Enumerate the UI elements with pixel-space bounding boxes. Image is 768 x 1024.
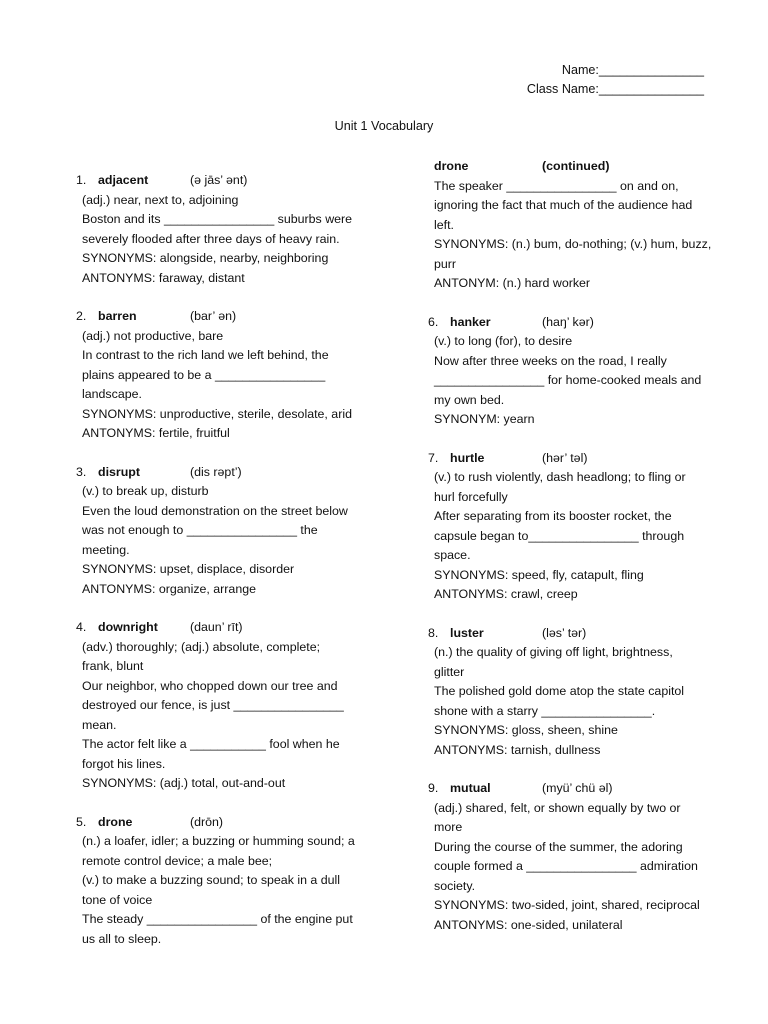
pronunciation: (myü’ chü əl) [542,781,613,795]
definition-line: society. [434,878,476,893]
continued-label: (continued) [542,159,610,173]
definition-line: ANTONYMS: crawl, creep [434,587,578,601]
definition-line: SYNONYMS: upset, displace, disorder [82,562,295,576]
definition-line: SYNONYM: yearn [434,412,535,426]
definition-line: (adj.) near, next to, adjoining [82,192,239,207]
definition-line: shone with a starry ________________. [434,703,656,718]
definition-line: SYNONYMS: unproductive, sterile, desolate, arid [82,406,352,421]
vocab-word: hurtle [450,450,485,465]
entry-heading [76,463,376,483]
vocab-word: adjacent [98,173,149,187]
left-column [76,157,376,949]
definition-line: Even the loud demonstration on the street below [82,503,348,518]
definition-line: Boston and its ________________ suburbs were [82,212,353,226]
definition-line: meeting. [82,542,130,557]
pronunciation: (ləs’ tər) [542,625,587,640]
definition-line: couple formed a ________________ admiration [434,859,698,873]
name-field-line: Name:_______________ [561,63,704,77]
vocab-entry [428,157,728,294]
definition-line: ANTONYMS: organize, arrange [82,581,257,596]
definition-line: (v.) to long (for), to desire [434,334,573,348]
vocab-word: disrupt [98,464,140,479]
definition-line: us all to sleep. [82,931,162,946]
entry-heading [76,307,376,327]
definition-line: Now after three weeks on the road, I really [434,353,667,368]
entry-number: 7. [428,450,439,465]
definition-line: remote control device; a male bee; [82,853,273,868]
entry-heading [428,779,728,799]
vocab-word: hanker [450,314,491,329]
vocab-entry [428,449,728,605]
definition-line: ANTONYMS: faraway, distant [82,270,245,285]
vocab-word: mutual [450,781,491,795]
entry-number: 3. [76,464,87,479]
definition-line: SYNONYMS: (n.) bum, do-nothing; (v.) hum, buzz, [434,237,712,251]
definition-line: (v.) to rush violently, dash headlong; to fling or [434,470,686,484]
definition-line: (adj.) not productive, bare [82,328,224,343]
right-column [428,157,728,935]
pronunciation: (ə jās’ ənt) [190,173,248,187]
definition-line: Our neighbor, who chopped down our tree and [82,678,338,693]
entry-heading [428,624,728,644]
definition-line: plains appeared to be a ________________ [82,367,326,382]
vocab-entry [76,171,376,288]
vocab-word: drone [98,814,133,829]
vocab-entry [428,624,728,761]
definition-line: frank, blunt [82,659,144,673]
vocab-entry [428,779,728,935]
definition-line: ignoring the fact that much of the audience had [434,198,693,212]
pronunciation: (drōn) [190,814,224,829]
definition-line: purr [434,256,457,271]
pronunciation: (haŋ’ kər) [542,314,594,329]
definition-line: capsule began to________________ through [434,528,685,543]
definition-line: The polished gold dome atop the state capitol [434,684,685,698]
definition-line: landscape. [82,387,142,401]
definition-line: forgot his lines. [82,756,166,771]
definition-line: ANTONYMS: one-sided, unilateral [434,917,623,932]
definition-line: SYNONYMS: alongside, nearby, neighboring [82,251,329,265]
definition-line: severely flooded after three days of heavy rain. [82,231,340,246]
definition-line: ANTONYMS: tarnish, dullness [434,742,601,757]
definition-line: tone of voice [82,892,153,907]
entry-number: 1. [76,173,87,187]
pronunciation: (bar’ ən) [190,309,237,323]
entry-heading [76,171,376,191]
definition-line: hurl forcefully [434,489,508,504]
class-name-field-line: Class Name:_______________ [526,82,704,96]
vocab-word: downright [98,620,158,634]
definition-line: (v.) to break up, disturb [82,484,209,498]
definition-line: ANTONYM: (n.) hard worker [434,276,591,290]
pronunciation: (hər’ təl) [542,450,588,465]
definition-line: After separating from its booster rocket, the [434,509,672,523]
entry-heading [76,618,376,638]
definition-line: SYNONYMS: speed, fly, catapult, fling [434,567,644,582]
definition-line: left. [434,217,454,232]
vocab-word: barren [98,309,137,323]
definition-line: ANTONYMS: fertile, fruitful [82,426,230,440]
definition-line: (n.) a loafer, idler; a buzzing or humming sound; a [82,834,355,848]
definition-line: (adv.) thoroughly; (adj.) absolute, complete; [82,639,321,654]
vocab-entry [76,618,376,794]
pronunciation: (daun’ rīt) [190,620,243,634]
definition-line: The actor felt like a ___________ fool when he [82,737,340,751]
definition-line: SYNONYMS: (adj.) total, out-and-out [82,776,286,790]
entry-number: 4. [76,620,87,634]
entry-heading [428,449,728,469]
definition-line: my own bed. [434,392,505,407]
definition-line: destroyed our fence, is just ________________ [82,698,344,712]
vocab-entry [76,463,376,600]
entry-number: 9. [428,781,439,795]
definition-line: The steady ________________ of the engine put [82,912,353,926]
definition-line: The speaker ________________ on and on, [434,178,679,193]
definition-line: (v.) to make a buzzing sound; to speak in a dull [82,873,341,887]
pronunciation: (dis rəpt’) [190,464,242,479]
vocab-entry [76,813,376,950]
definition-line: was not enough to ________________ the [82,523,318,537]
definition-line: glitter [434,664,465,679]
entry-number: 6. [428,314,439,329]
vocab-word: luster [450,625,484,640]
definition-line: (n.) the quality of giving off light, brightness, [434,645,673,659]
definition-line: more [434,820,463,834]
definition-line: In contrast to the rich land we left behind, the [82,348,329,362]
definition-line: (adj.) shared, felt, or shown equally by two or [434,800,681,815]
definition-line: space. [434,548,471,562]
definition-line: ________________ for home-cooked meals and [434,373,702,387]
entry-number: 5. [76,814,87,829]
definition-line: SYNONYMS: gloss, sheen, shine [434,723,618,737]
entry-heading [76,813,376,833]
page-title: Unit 1 Vocabulary [334,119,434,133]
entry-heading [428,313,728,333]
entry-heading [428,157,728,177]
vocab-word: drone [434,159,469,173]
vocab-entry [428,313,728,430]
definition-line: During the course of the summer, the adoring [434,839,683,854]
entry-number: 2. [76,309,87,323]
entry-number: 8. [428,625,439,640]
definition-line: mean. [82,717,117,732]
vocab-entry [76,307,376,444]
definition-line: SYNONYMS: two-sided, joint, shared, reciprocal [434,898,700,912]
